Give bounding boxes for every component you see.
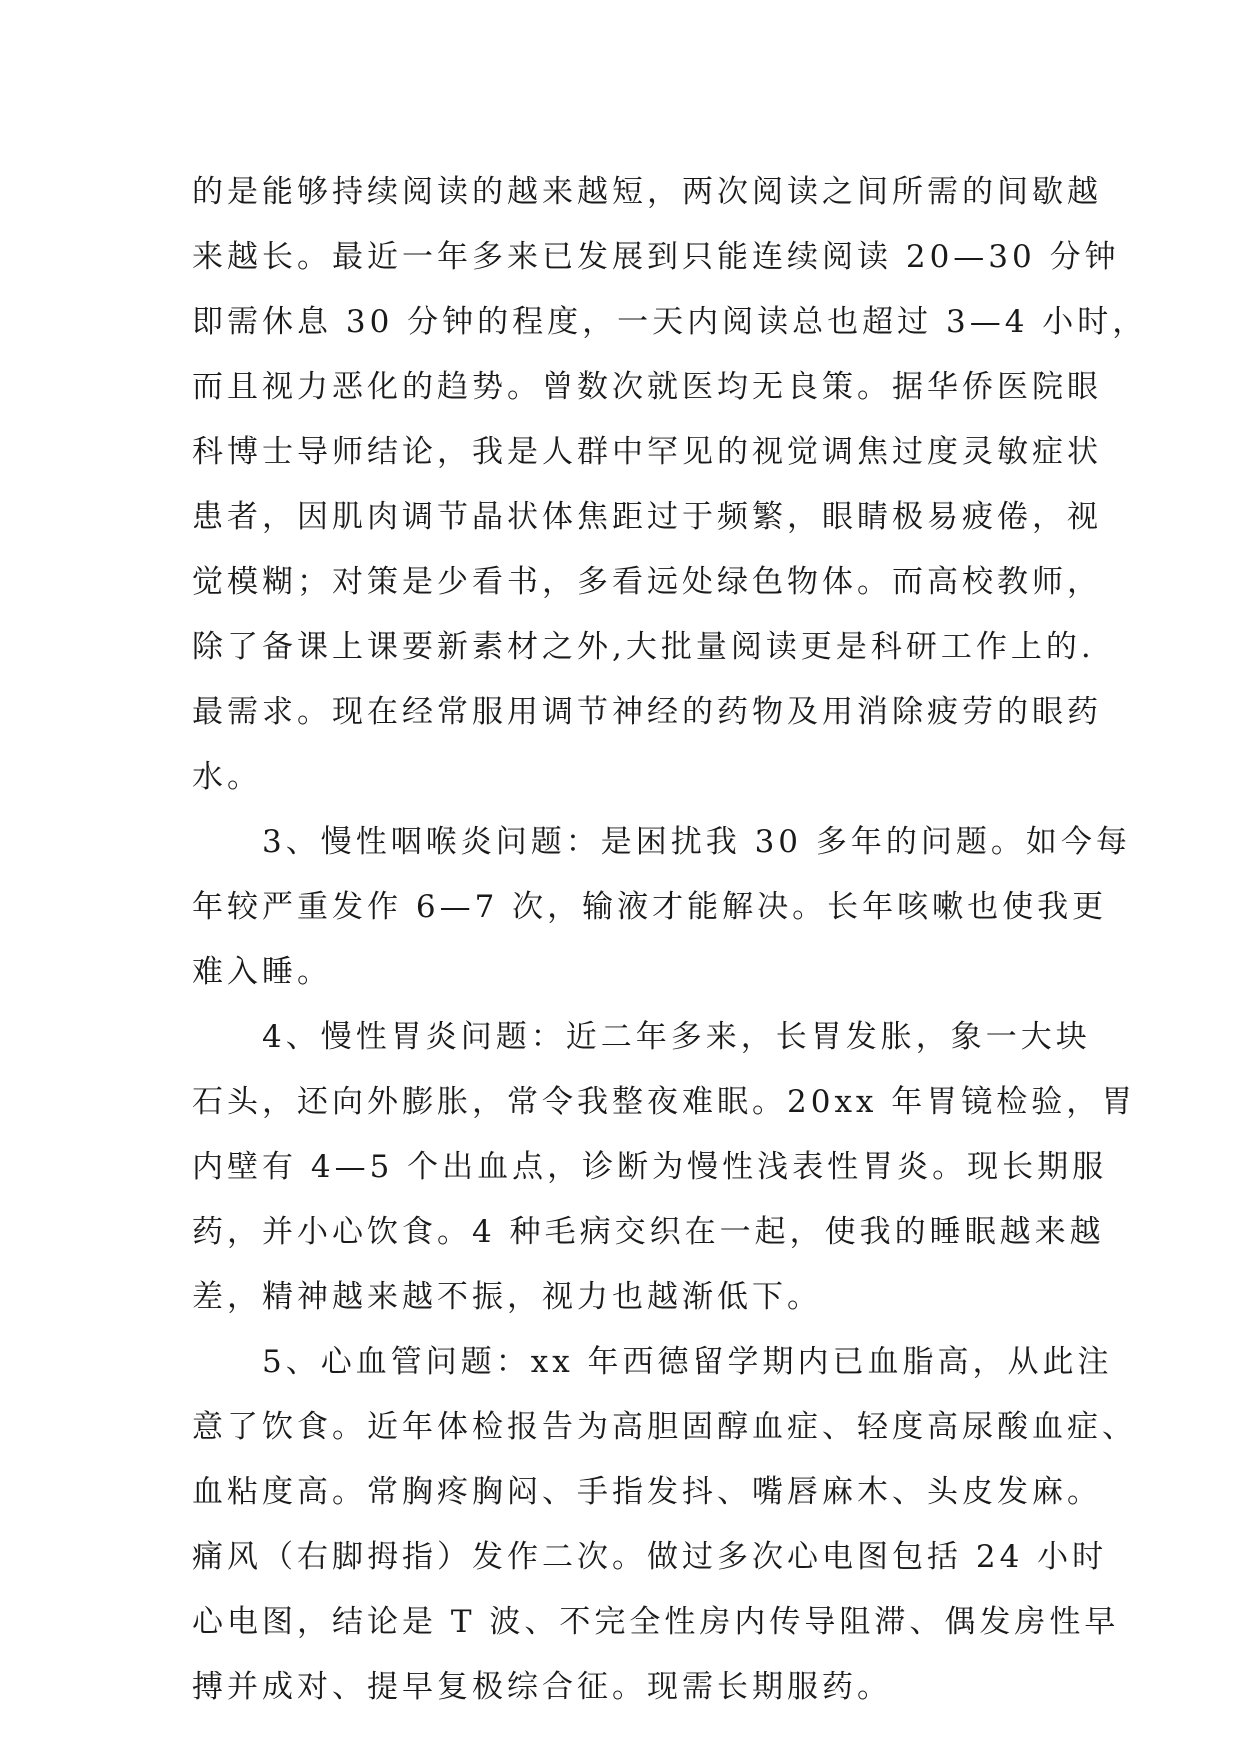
text-line: 内壁有 4—5 个出血点，诊断为慢性浅表性胃炎。现长期服 <box>192 1149 1108 1185</box>
text-line: 而且视力恶化的趋势。曾数次就医均无良策。据华侨医院眼 <box>192 369 1102 405</box>
text-line: 差，精神越来越不振，视力也越渐低下。 <box>192 1279 822 1315</box>
text-line: 药，并小心饮食。4 种毛病交织在一起，使我的睡眠越来越 <box>192 1214 1105 1250</box>
text-line: 意了饮食。近年体检报告为高胆固醇血症、轻度高尿酸血症、 <box>192 1409 1137 1445</box>
text-line: 石头，还向外膨胀，常令我整夜难眠。20xx 年胃镜检验，胃 <box>192 1084 1137 1120</box>
text-line: 4、慢性胃炎问题：近二年多来，长胃发胀，象一大块 <box>192 1019 1091 1055</box>
text-line: 最需求。现在经常服用调节神经的药物及用消除疲劳的眼药 <box>192 694 1102 730</box>
text-line: 科博士导师结论，我是人群中罕见的视觉调焦过度灵敏症状 <box>192 434 1102 470</box>
text-line: 3、慢性咽喉炎问题：是困扰我 30 多年的问题。如今每 <box>192 824 1131 860</box>
text-line: 5、心血管问题：xx 年西德留学期内已血脂高，从此注 <box>192 1344 1113 1380</box>
text-line: 来越长。最近一年多来已发展到只能连续阅读 20—30 分钟 <box>192 239 1120 275</box>
text-line: 的是能够持续阅读的越来越短，两次阅读之间所需的间歇越 <box>192 174 1102 210</box>
text-line: 搏并成对、提早复极综合征。现需长期服药。 <box>192 1669 892 1705</box>
text-line: 血粘度高。常胸疼胸闷、手指发抖、嘴唇麻木、头皮发麻。 <box>192 1474 1102 1510</box>
text-line: 除了备课上课要新素材之外,大批量阅读更是科研工作上的. <box>192 629 1095 665</box>
document-body <box>192 160 1148 1720</box>
text-line: 痛风（右脚拇指）发作二次。做过多次心电图包括 24 小时 <box>192 1539 1108 1575</box>
text-line: 即需休息 30 分钟的程度，一天内阅读总也超过 3—4 小时， <box>192 304 1148 340</box>
text-line: 心电图，结论是 T 波、不完全性房内传导阻滞、偶发房性早 <box>192 1604 1120 1640</box>
text-line: 患者，因肌肉调节晶状体焦距过于频繁，眼睛极易疲倦，视 <box>192 499 1102 535</box>
text-line: 难入睡。 <box>192 954 332 990</box>
text-line: 年较严重发作 6—7 次，输液才能解决。长年咳嗽也使我更 <box>192 889 1108 925</box>
text-line: 觉模糊；对策是少看书，多看远处绿色物体。而高校教师， <box>192 564 1102 600</box>
text-line: 水。 <box>192 759 262 795</box>
